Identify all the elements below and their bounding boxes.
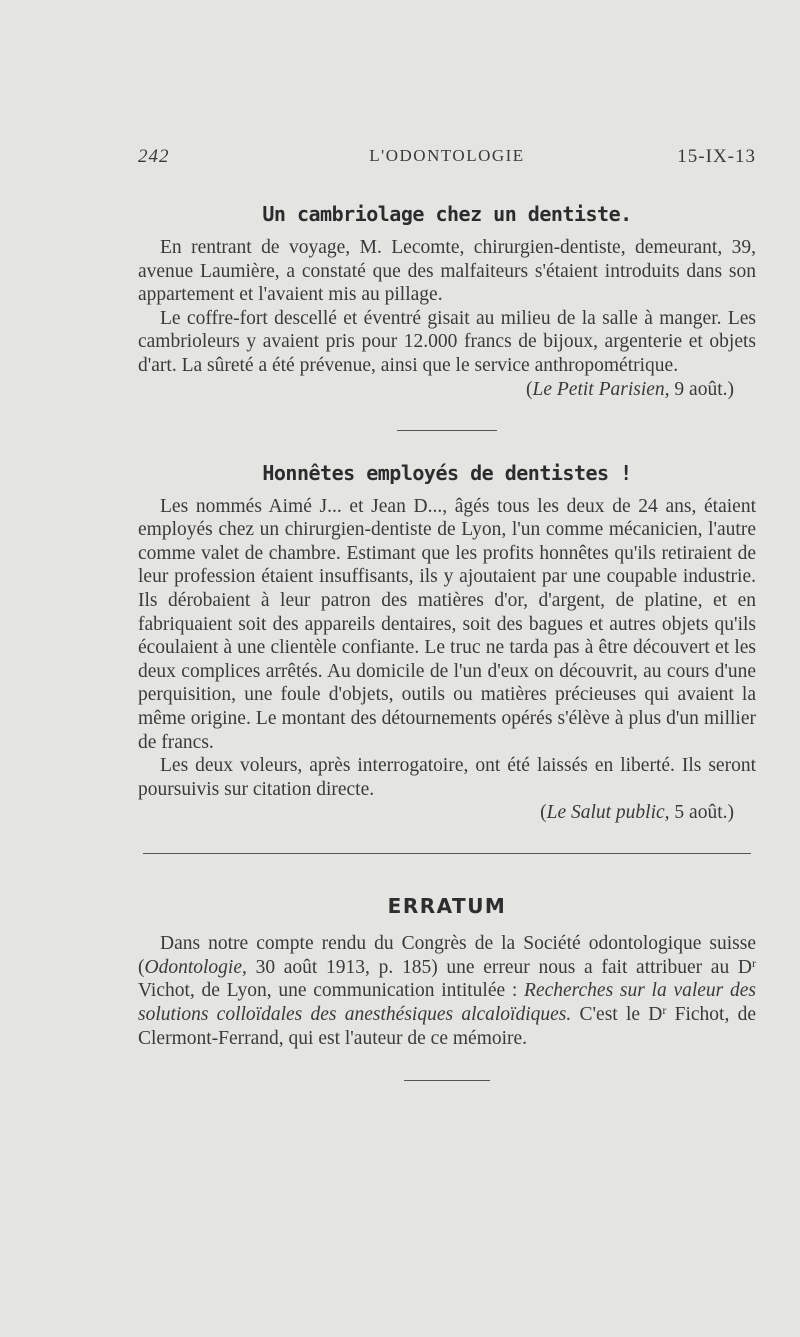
article-paragraph: En rentrant de voyage, M. Lecomte, chirurgien-dentiste, demeurant, 39, avenue Laumière, a constaté que des malfaiteurs s'étaient introduits dans son appartement et l'avaient mis au pillage. [138, 237, 756, 306]
issue-date: 15-IX-13 [677, 146, 756, 167]
article-paragraph: Les nommés Aimé J... et Jean D..., âgés tous les deux de 24 ans, étaient employés chez un chirurgien-dentiste de Lyon, l'un comme mécanicien, l'autre comme valet de chambre. Estimant que les profits honnêtes qu'ils retiraient de leur profession étaient insuffisants, ils y ajoutaient par une coupable industrie. Ils dérobaient à leur patron des matières d'or, d'argent, de platine, et en fabriquaient soit des appareils dentaires, soit des bagues et autres objets qu'ils écoulaient à une clientèle confiante. Le truc ne tarda pas à être découvert et les deux complices arrêtés. Au domicile de l'un d'eux on découvrit, au cours d'une perquisition, une foule d'objets, outils ou matières précieuses qui avaient la même origine. Le montant des détournements opérés s'élève à plus d'un millier de francs. [138, 495, 756, 753]
journal-name: Odontologie, [144, 956, 247, 978]
page [138, 140, 756, 1081]
source-date: 5 août.) [674, 802, 734, 824]
section-divider-long [143, 853, 751, 854]
erratum-title: ERRATUM [387, 894, 507, 919]
source-name: Le Petit Parisien, [532, 378, 670, 400]
article-employes [138, 461, 756, 826]
source-date: 9 août.) [674, 378, 734, 400]
article-cambriolage [138, 202, 756, 402]
article-paragraph: Le coffre-fort descellé et éventré gisait au milieu de la salle à manger. Les cambrioleurs y avaient pris pour 12.000 francs de bijoux, argenterie et objets d'art. La sûreté a été prévenue, ainsi que le service anthropométrique. [138, 307, 756, 376]
article-title: Un cambriolage chez un dentiste. [262, 202, 632, 226]
erratum-text: Dans notre compte rendu du Congrès de la Société odontologique suisse (Odontologie, 30 août 1913, p. 185) une erreur nous a fait attribuer au $D^r$ Vichot, de Lyon, une communication intitulée : Recherches sur la valeur des solutions colloïdales des anesthésiques alcaloïdiques. C'est le $D^r$ Fichot, de Clermont-Ferrand, qui est l'auteur de ce mémoire. [138, 933, 756, 1049]
journal-title: L'ODONTOLOGIE [369, 146, 525, 165]
article-source: (Le Salut public, 5 août.) [540, 802, 734, 824]
article-paragraph: Les deux voleurs, après interrogatoire, ont été laissés en liberté. Ils seront poursuivis sur citation directe. [138, 755, 756, 800]
section-divider [397, 430, 497, 431]
article-source: (Le Petit Parisien, 9 août.) [526, 378, 734, 400]
running-header [138, 140, 756, 170]
work-title: Recherches sur la valeur des solutions colloïdales des anesthésiques alcaloïdiques. [138, 980, 756, 1026]
erratum-section [138, 894, 756, 1050]
article-title: Honnêtes employés de dentistes ! [262, 460, 632, 485]
closing-divider [404, 1080, 490, 1081]
source-name: Le Salut public, [546, 802, 670, 824]
page-number: 242 [138, 146, 170, 167]
